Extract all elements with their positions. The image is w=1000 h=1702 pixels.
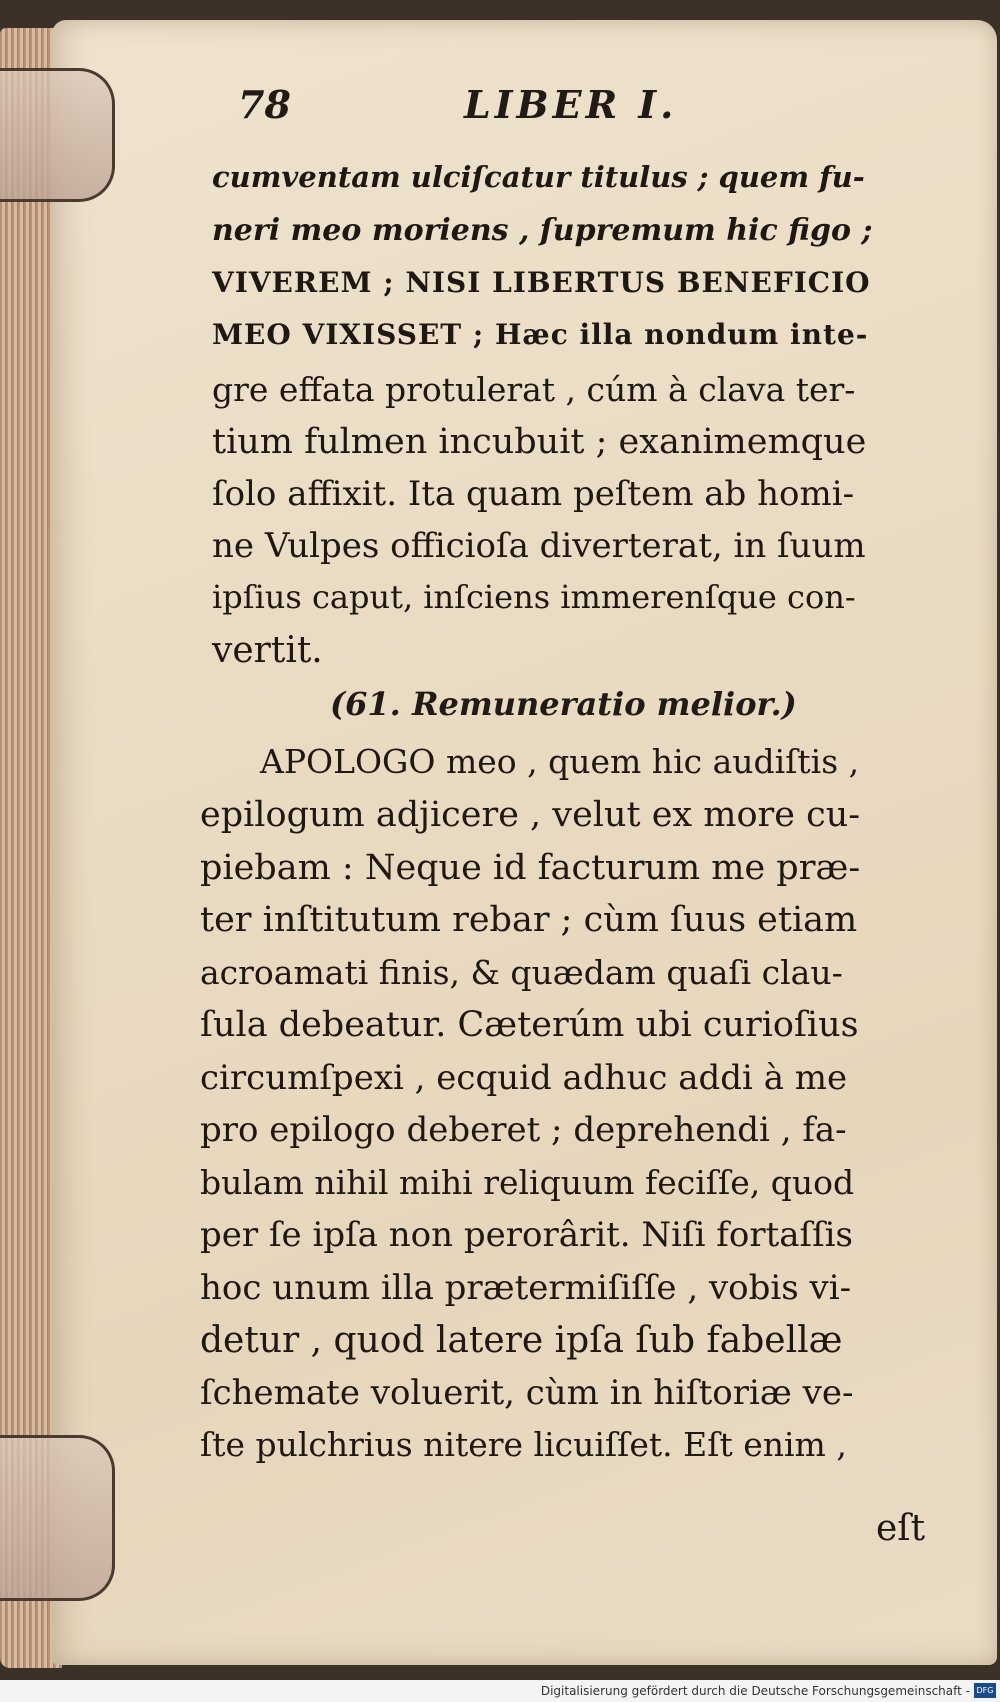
digitization-footer xyxy=(0,1680,1000,1702)
text-line: gre effata protulerat , cúm à clava ter- xyxy=(212,370,856,409)
text-line: ne Vulpes officioſa diverterat, in ſuum xyxy=(212,526,866,566)
catchword: eſt xyxy=(876,1508,926,1549)
text-line: ſolo affixit. Ita quam peſtem ab homi- xyxy=(212,474,855,514)
text-line: bulam nihil mihi reliquum feciſſe, quod xyxy=(200,1163,855,1202)
text-line: detur , quod latere ipſa ſub fabellæ xyxy=(200,1320,843,1361)
text-line: tium fulmen incubuit ; exanimemque xyxy=(212,422,867,462)
text-line: circumſpexi , ecquid adhuc addi à me xyxy=(200,1058,848,1098)
text-line: ipſius caput, inſciens immerenſque con- xyxy=(212,578,856,616)
book-title: LIBER I. xyxy=(464,82,678,127)
page-clip-top xyxy=(0,68,115,202)
text-line: ſchemate voluerit, cùm in hiſtoriæ ve- xyxy=(200,1373,854,1413)
text-line: cumventam ulciſcatur titulus ; quem fu- xyxy=(212,160,865,194)
text-line: ſte pulchrius nitere licuiſſet. Eſt enim , xyxy=(200,1425,847,1464)
text-line: per ſe ipſa non perorârit. Niſi fortaſſis xyxy=(200,1215,853,1255)
text-line: APOLOGO meo , quem hic audiſtis , xyxy=(260,742,860,781)
text-line: pro epilogo deberet ; deprehendi , fa- xyxy=(200,1110,847,1150)
page-clip-bottom xyxy=(0,1435,115,1601)
text-line: ſula debeatur. Cæterúm ubi curioſius xyxy=(200,1005,859,1045)
text-line: ter inſtitutum rebar ; cùm ſuus etiam xyxy=(200,900,858,940)
text-line: MEO VIXISSET ; Hæc illa nondum inte- xyxy=(212,318,869,351)
text-line: neri meo moriens , ſupremum hic figo ; xyxy=(212,213,873,248)
text-line: epilogum adjicere , velut ex more cu- xyxy=(200,795,861,835)
text-line: vertit. xyxy=(212,630,323,671)
text-line: hoc unum illa prætermiſiſſe , vobis vi- xyxy=(200,1268,852,1308)
funding-credit: Digitalisierung gefördert durch die Deutsche Forschungsgemeinschaft - xyxy=(540,1684,970,1698)
section-heading: (61. Remuneratio melior.) xyxy=(330,685,797,723)
page-number: 78 xyxy=(238,82,291,127)
dfg-logo: DFG xyxy=(974,1683,996,1698)
text-line: piebam : Neque id facturum me præ- xyxy=(200,848,861,888)
text-line: acroamati finis, & quædam quaſi clau- xyxy=(200,953,843,992)
text-line: VIVEREM ; NISI LIBERTUS BENEFICIO xyxy=(212,266,871,299)
